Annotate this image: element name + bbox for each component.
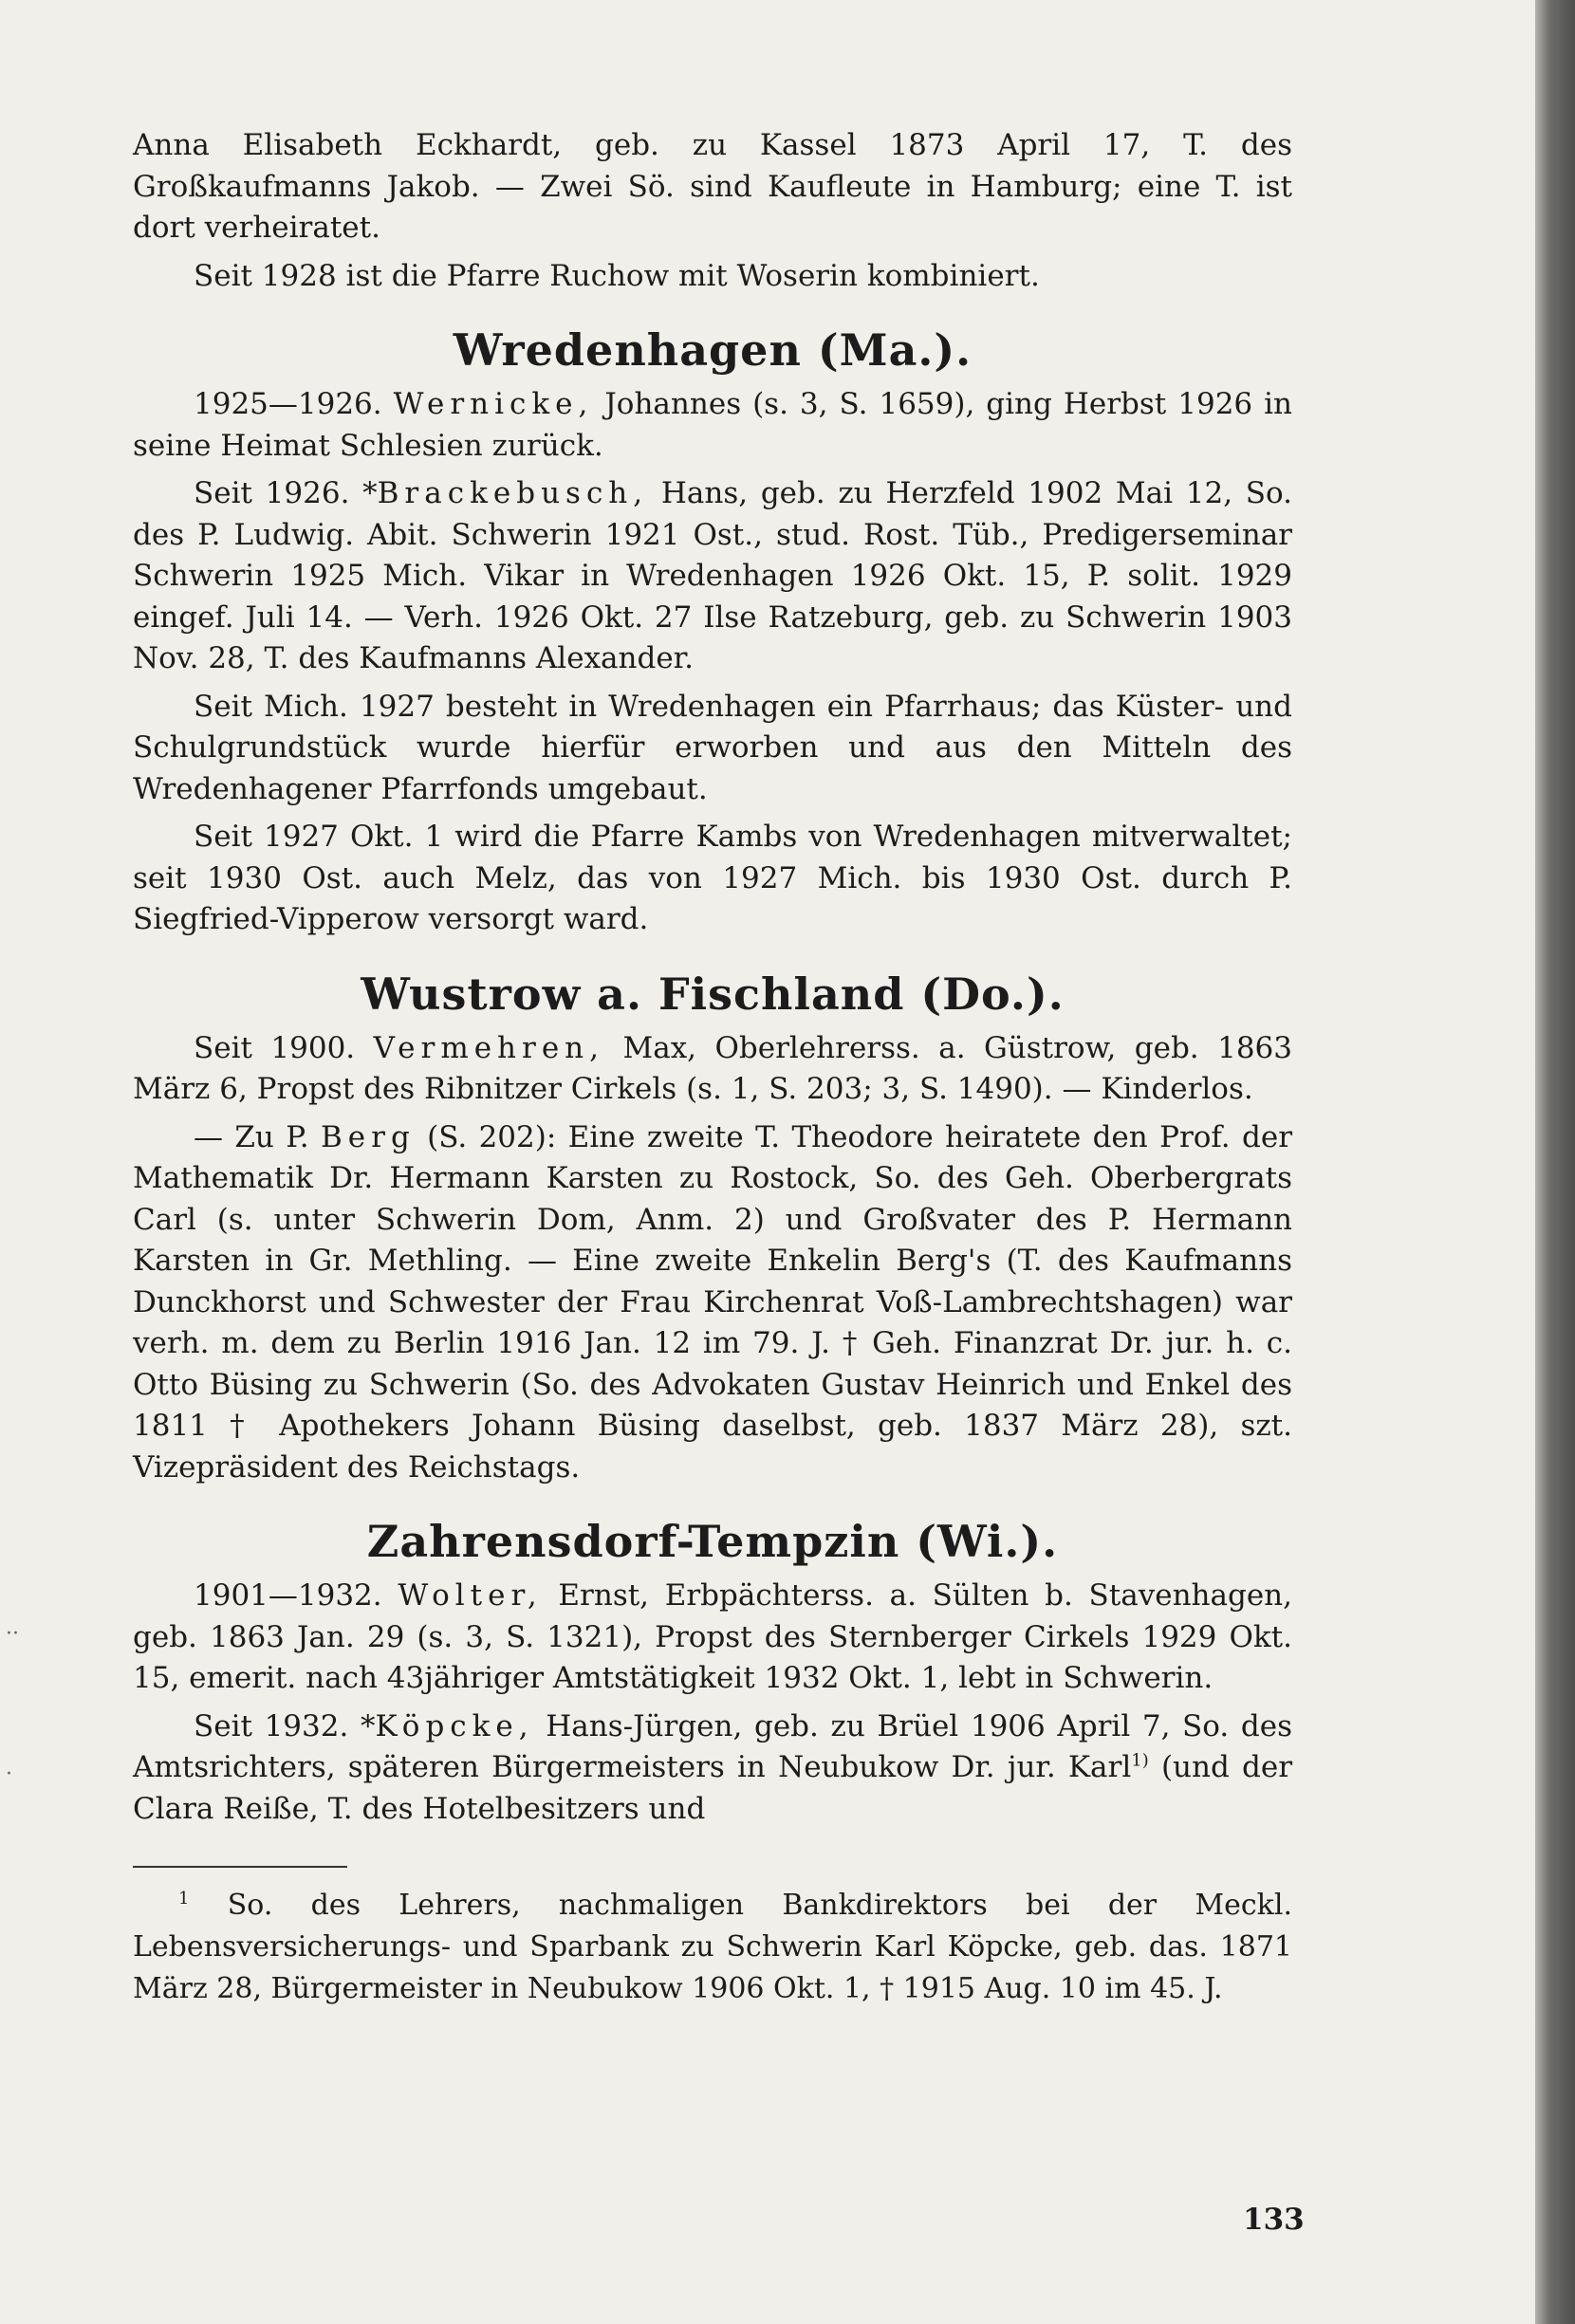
entry-text: Hans, geb. zu Herzfeld 1902 Mai 12, So. des P. Ludwig. Abit. Schwerin 1921 Ost., stud. Rost. Tüb., Predigerseminar Schwerin 1925 Mich. Vikar in Wredenhagen 1926 Okt. 15, P. solit. 1929 eingef. Juli 14. — Verh. 1926 Okt. 27 Ilse Ratzeburg, geb. zu Schwerin 1903 Nov. 28, T. des Kaufmanns Alexander. <box>133 476 1293 675</box>
entry-date: Seit 1900. <box>194 1030 356 1065</box>
heading-zahrensdorf: Zahrensdorf-Tempzin (Wi.). <box>366 1516 1059 1567</box>
entry-wolter <box>133 1576 1292 1700</box>
entry-text: Max, Oberlehrerss. a. Güstrow, geb. 1863 März 6, Propst des Ribnitzer Cirkels (s. 1, S. 203; 3, S. 1490). — Kinderlos. <box>133 1030 1292 1106</box>
page-number: 133 <box>1243 2203 1305 2237</box>
entry-surname: Wernicke, <box>393 387 594 421</box>
entry-prefix: — Zu P. <box>194 1119 309 1154</box>
entry-surname: Berg <box>321 1119 416 1154</box>
entry-surname: Brackebusch, <box>377 476 649 510</box>
book-gutter-shadow <box>1535 0 1575 2324</box>
wredenhagen-kambs-note: Seit 1927 Okt. 1 wird die Pfarre Kambs von Wredenhagen mitverwaltet; seit 1930 Ost. auch Melz, das von 1927 Mich. bis 1930 Ost. durch P. Siegfried-Vipperow versorgt ward. <box>133 820 1292 936</box>
footnote-marker: 1 <box>178 1889 190 1909</box>
entry-surname: Wolter, <box>398 1578 543 1613</box>
entry-surname: Vermehren, <box>373 1030 605 1065</box>
entry-date: Seit 1932. * <box>194 1708 376 1743</box>
heading-wredenhagen: Wredenhagen (Ma.). <box>453 324 973 376</box>
entry-date: 1925—1926. <box>194 387 382 421</box>
margin-speck: · <box>6 1762 12 1786</box>
wredenhagen-pfarrhaus-note: Seit Mich. 1927 besteht in Wredenhagen ein Pfarrhaus; das Küster- und Schulgrundstück wurde hierfür erworben und aus den Mitteln des Wredenhagener Pfarrfonds umgebaut. <box>133 689 1292 806</box>
entry-brackebusch <box>133 473 1292 680</box>
entry-text: (S. 202): Eine zweite T. Theodore heiratete den Prof. der Mathematik Dr. Hermann Karsten zu Rostock, So. des Geh. Oberbergrats Carl (s. unter Schwerin Dom, Anm. 2) und Großvater des P. Hermann Karsten in Gr. Methling. — Eine zweite Enkelin Berg's (T. des Kaufmanns Dunckhorst und Schwester der Frau Kirchenrat Voß-Lambrechtshagen) war verh. m. dem zu Berlin 1916 Jan. 12 im 79. J. † Geh. Finanzrat Dr. jur. h. c. Otto Büsing zu Schwerin (So. des Advokaten Gustav Heinrich und Enkel des 1811 † Apothekers Johann Büsing daselbst, geb. 1837 März 28), szt. Vizepräsident des Reichstags. <box>133 1119 1293 1485</box>
entry-vermehren <box>133 1028 1292 1111</box>
entry-date: Seit 1926. * <box>194 476 378 510</box>
footnote-paragraph <box>133 1885 1292 2010</box>
footnote-ref: 1) <box>1131 1750 1149 1771</box>
footnote-text: So. des Lehrers, nachmaligen Bankdirektors bei der Meckl. Lebensversicherungs- und Sparbank zu Schwerin Karl Köpcke, geb. das. 1871 März 28, Bürgermeister in Neubukow 1906 Okt. 1, † 1915 Aug. 10 im 45. J. <box>133 1889 1292 2005</box>
entry-text: Ernst, Erbpächterss. a. Sülten b. Stavenhagen, geb. 1863 Jan. 29 (s. 3, S. 1321), Propst des Sternberger Cirkels 1929 Okt. 15, emerit. nach 43jähriger Amtstätigkeit 1932 Okt. 1, lebt in Schwerin. <box>133 1578 1292 1695</box>
entry-date: 1901—1932. <box>194 1578 382 1613</box>
text-block <box>133 125 1292 2017</box>
footnote <box>133 1885 1292 2010</box>
intro-note: Seit 1928 ist die Pfarre Ruchow mit Woserin kombiniert. <box>194 258 1040 293</box>
entry-koepcke <box>133 1706 1292 1831</box>
entry-wernicke <box>133 384 1292 467</box>
footnote-divider <box>133 1866 347 1868</box>
margin-speck: ·· <box>6 1622 19 1646</box>
heading-wustrow: Wustrow a. Fischland (Do.). <box>361 968 1065 1020</box>
entry-text-cont: (und der Clara Reiße, T. des Hotelbesitzers und <box>133 1750 1293 1826</box>
entry-text: Johannes (s. 3, S. 1659), ging Herbst 1926 in seine Heimat Schlesien zurück. <box>133 387 1293 463</box>
entry-text: Hans-Jürgen, geb. zu Brüel 1906 April 7, So. des Amtsrichters, späteren Bürgermeisters in Neubukow Dr. jur. Karl <box>133 1708 1292 1784</box>
entry-berg-addendum <box>133 1117 1292 1489</box>
intro-paragraph: Anna Elisabeth Eckhardt, geb. zu Kassel 1873 April 17, T. des Großkaufmanns Jakob. — Zwei Sö. sind Kaufleute in Hamburg; eine T. ist dort verheiratet. <box>133 128 1292 245</box>
entry-surname: Köpcke, <box>375 1708 534 1743</box>
